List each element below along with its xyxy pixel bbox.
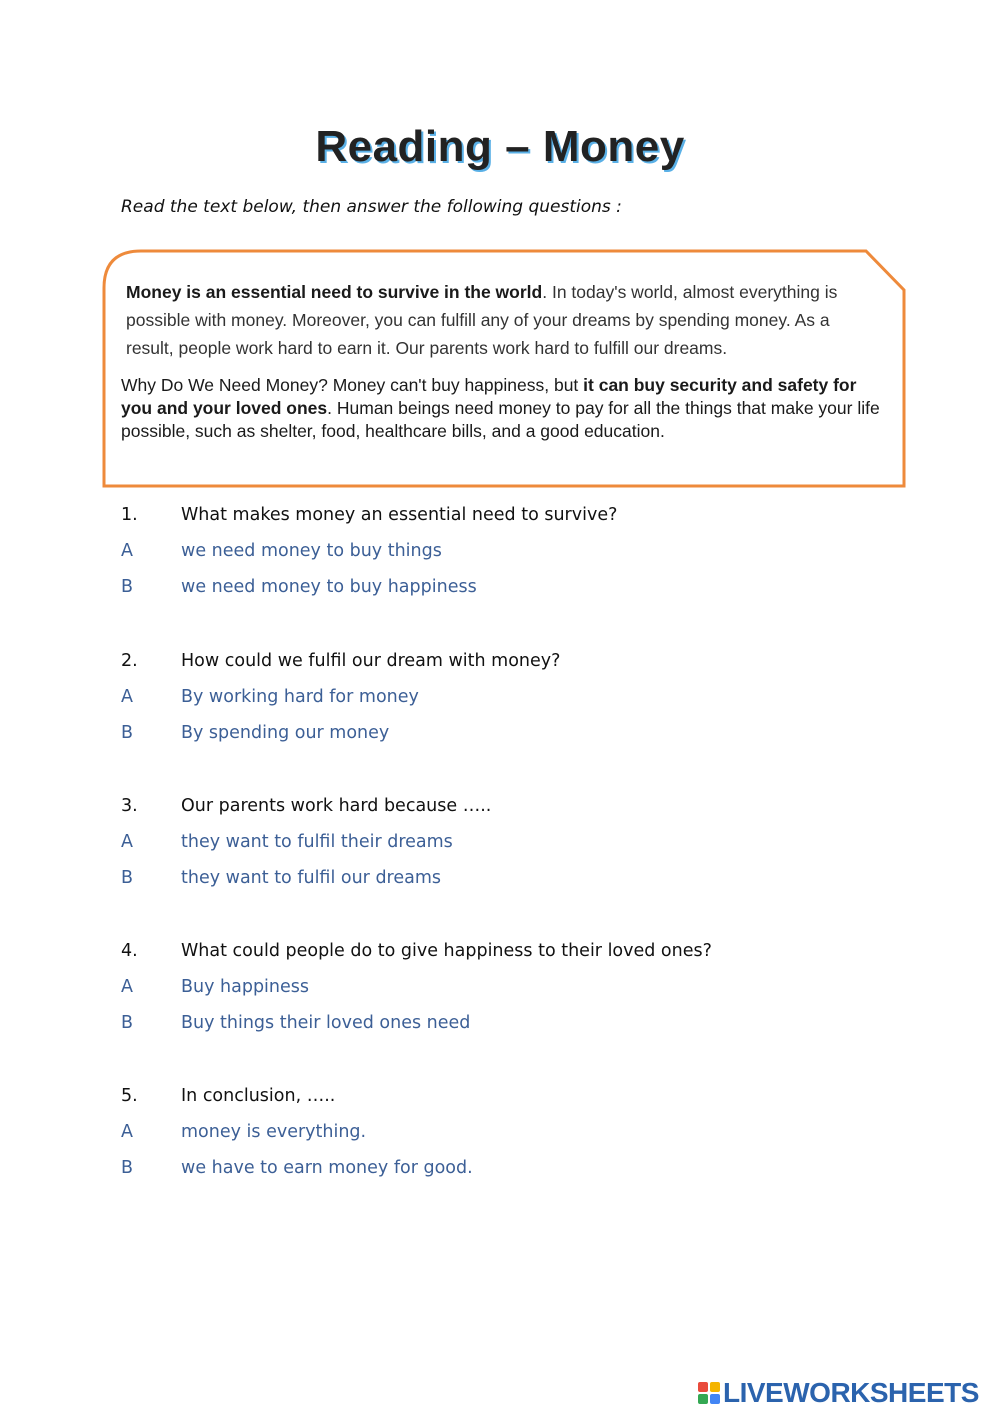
option-letter: A	[121, 1122, 133, 1142]
passage-paragraph-1	[121, 278, 881, 362]
question-text: Our parents work hard because …..	[181, 796, 492, 816]
question-number: 3.	[121, 796, 138, 816]
passage-p2-start: Why Do We Need Money? Money can't buy happiness, but	[121, 375, 584, 395]
option-text[interactable]: money is everything.	[181, 1122, 367, 1142]
passage-p1-bold: Money is an essential need to survive in the world	[126, 282, 543, 302]
option-text[interactable]: we have to earn money for good.	[181, 1158, 473, 1178]
question-number: 4.	[121, 941, 138, 961]
option-text[interactable]: Buy happiness	[181, 977, 310, 997]
option-text[interactable]: we need money to buy things	[181, 541, 442, 561]
option-letter: B	[121, 868, 134, 888]
option-letter: B	[121, 723, 134, 743]
question-text: What makes money an essential need to survive?	[181, 505, 618, 525]
option-letter: B	[121, 577, 134, 597]
option-letter: A	[121, 541, 133, 561]
question-number: 5.	[121, 1086, 138, 1106]
option-text[interactable]: By working hard for money	[181, 687, 419, 707]
page-title: Reading – Money	[315, 122, 685, 171]
passage-p2-text: . Human beings need money to pay for all the things that make your life possible, such as shelter, food, healthcare bills, and a good education.	[121, 398, 880, 441]
option-letter: A	[121, 687, 133, 707]
instruction-text: Read the text below, then answer the following questions :	[121, 197, 622, 217]
question-number: 1.	[121, 505, 138, 525]
liveworksheets-logo-icon	[698, 1382, 720, 1404]
logo-text: LIVEWORKSHEETS	[723, 1377, 979, 1408]
reading-passage	[121, 278, 881, 443]
option-letter: B	[121, 1158, 134, 1178]
question-text: How could we fulfil our dream with money?	[181, 651, 561, 671]
question-text: In conclusion, …..	[181, 1086, 336, 1106]
question-text: What could people do to give happiness to their loved ones?	[181, 941, 712, 961]
option-text[interactable]: they want to fulfil their dreams	[181, 832, 453, 852]
option-text[interactable]: we need money to buy happiness	[181, 577, 477, 597]
option-letter: B	[121, 1013, 134, 1033]
option-letter: A	[121, 832, 133, 852]
passage-p2-bold: it can buy security and safety for you and your loved ones	[121, 375, 857, 418]
option-text[interactable]: By spending our money	[181, 723, 390, 743]
question-number: 2.	[121, 651, 138, 671]
passage-paragraph-2	[121, 374, 881, 443]
option-text[interactable]: Buy things their loved ones need	[181, 1013, 471, 1033]
passage-p1-text: . In today's world, almost everything is possible with money. Moreover, you can fulfill any of your dreams by spending money. As a result, people work hard to earn it. Our parents work hard to fulfill our dreams.	[126, 282, 838, 358]
option-letter: A	[121, 977, 133, 997]
liveworksheets-logo[interactable]	[698, 1378, 979, 1408]
option-text[interactable]: they want to fulfil our dreams	[181, 868, 442, 888]
